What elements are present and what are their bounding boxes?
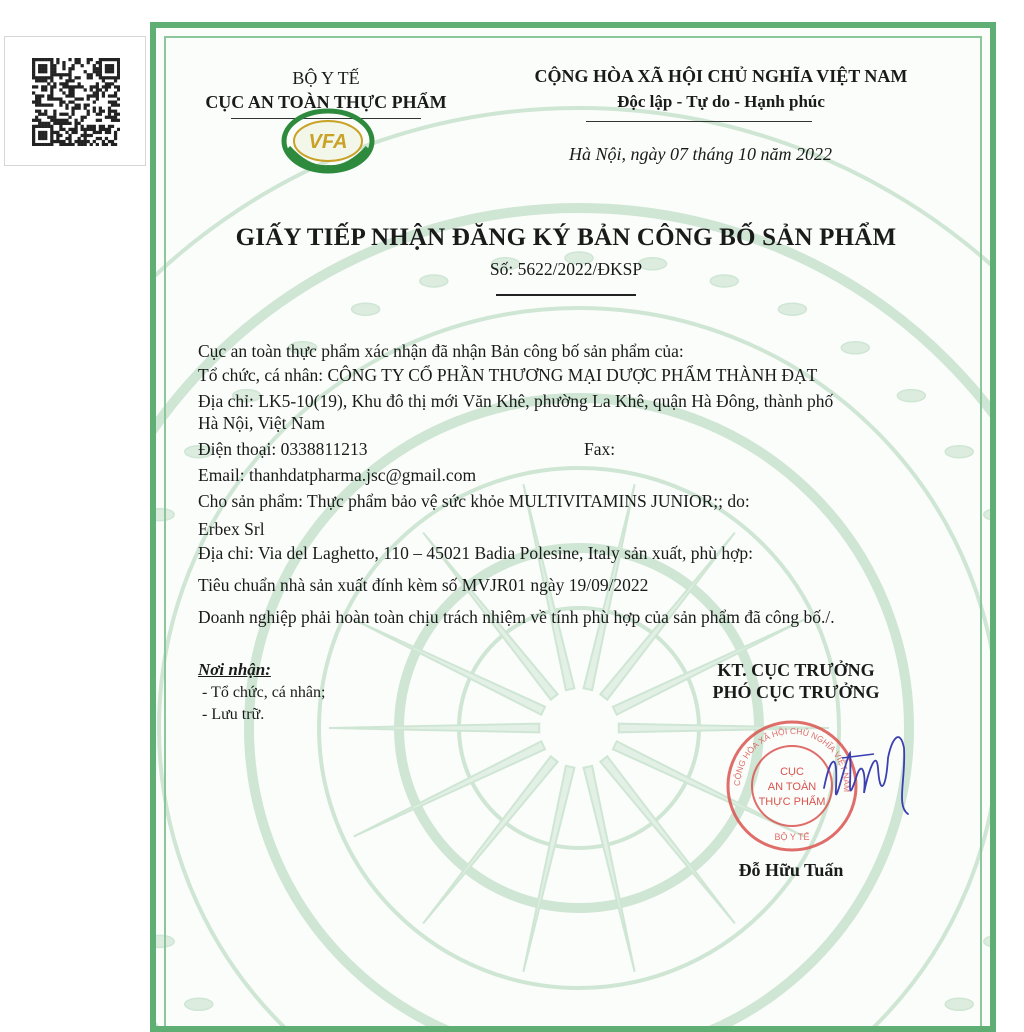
stamp-center-line-1: CỤC (780, 766, 804, 778)
qr-code-icon (32, 58, 120, 146)
standard-line: Tiêu chuẩn nhà sản xuất đính kèm số MVJR01 ngày 19/09/2022 (198, 575, 649, 595)
stamp-center-line-3: THỰC PHẨM (758, 796, 826, 808)
organization-line: Tổ chức, cá nhân: CÔNG TY CỔ PHẦN THƯƠNG MẠI DƯỢC PHẨM THÀNH ĐẠT (198, 365, 818, 385)
national-motto: Độc lập - Tự do - Hạnh phúc (617, 92, 825, 111)
vfa-logo-text: VFA (308, 131, 348, 153)
recipient-item: - Lưu trữ. (202, 706, 265, 723)
recipients-heading: Nơi nhận: (198, 660, 271, 679)
qr-code-thumbnail[interactable] (4, 36, 146, 166)
motto-underline (586, 121, 812, 122)
document-number: Số: 5622/2022/ĐKSP (489, 259, 643, 279)
email-line: Email: thanhdatpharma.jsc@gmail.com (198, 465, 477, 485)
signature-title-2: PHÓ CỤC TRƯỞNG (712, 682, 880, 702)
certificate-page (150, 22, 996, 1032)
stamp-ring-bottom: BỘ Y TẾ (774, 832, 810, 842)
manufacturer-line: Erbex Srl (198, 519, 265, 539)
title-underline (496, 294, 636, 296)
ministry-name: BỘ Y TẾ (292, 68, 360, 88)
issue-date: Hà Nội, ngày 07 tháng 10 năm 2022 (569, 144, 832, 164)
phone-line: Điện thoại: 0338811213 (198, 439, 368, 459)
intro-line: Cục an toàn thực phẩm xác nhận đã nhận Bản công bố sản phẩm của: (198, 341, 684, 361)
document-title: GIẤY TIẾP NHẬN ĐĂNG KÝ BẢN CÔNG BỐ SẢN PHẨM (235, 224, 897, 251)
product-line: Cho sản phẩm: Thực phẩm bảo vệ sức khỏe MULTIVITAMINS JUNIOR;; do: (198, 491, 750, 511)
signature-title-1: KT. CỤC TRƯỞNG (717, 660, 875, 680)
fax-line: Fax: (584, 439, 616, 459)
republic-title: CỘNG HÒA XÃ HỘI CHỦ NGHĨA VIỆT NAM (534, 66, 908, 86)
agency-name: CỤC AN TOÀN THỰC PHẨM (205, 92, 447, 112)
stamp-center-line-2: AN TOÀN (767, 781, 817, 793)
stamp-ring-text: CỘNG HÒA XÃ HỘI CHỦ NGHĨA VIỆT NAM (731, 725, 853, 793)
address-line-1: Địa chỉ: LK5-10(19), Khu đô thị mới Văn Khê, phường La Khê, quận Hà Đông, thành phố (198, 391, 834, 411)
manufacturer-address-line: Địa chỉ: Via del Laghetto, 110 – 45021 Badia Polesine, Italy sản xuất, phù hợp: (198, 543, 753, 563)
handwritten-signature-icon (816, 718, 926, 828)
recipient-item: - Tổ chức, cá nhân; (202, 684, 326, 701)
vfa-logo-icon (278, 108, 378, 174)
decorative-inner-border (164, 36, 982, 1032)
signer-name: Đỗ Hữu Tuấn (738, 860, 844, 880)
responsibility-line: Doanh nghiệp phải hoàn toàn chịu trách nhiệm về tính phù hợp của sản phẩm đã công bố./. (198, 607, 835, 627)
address-line-2: Hà Nội, Việt Nam (198, 413, 325, 433)
